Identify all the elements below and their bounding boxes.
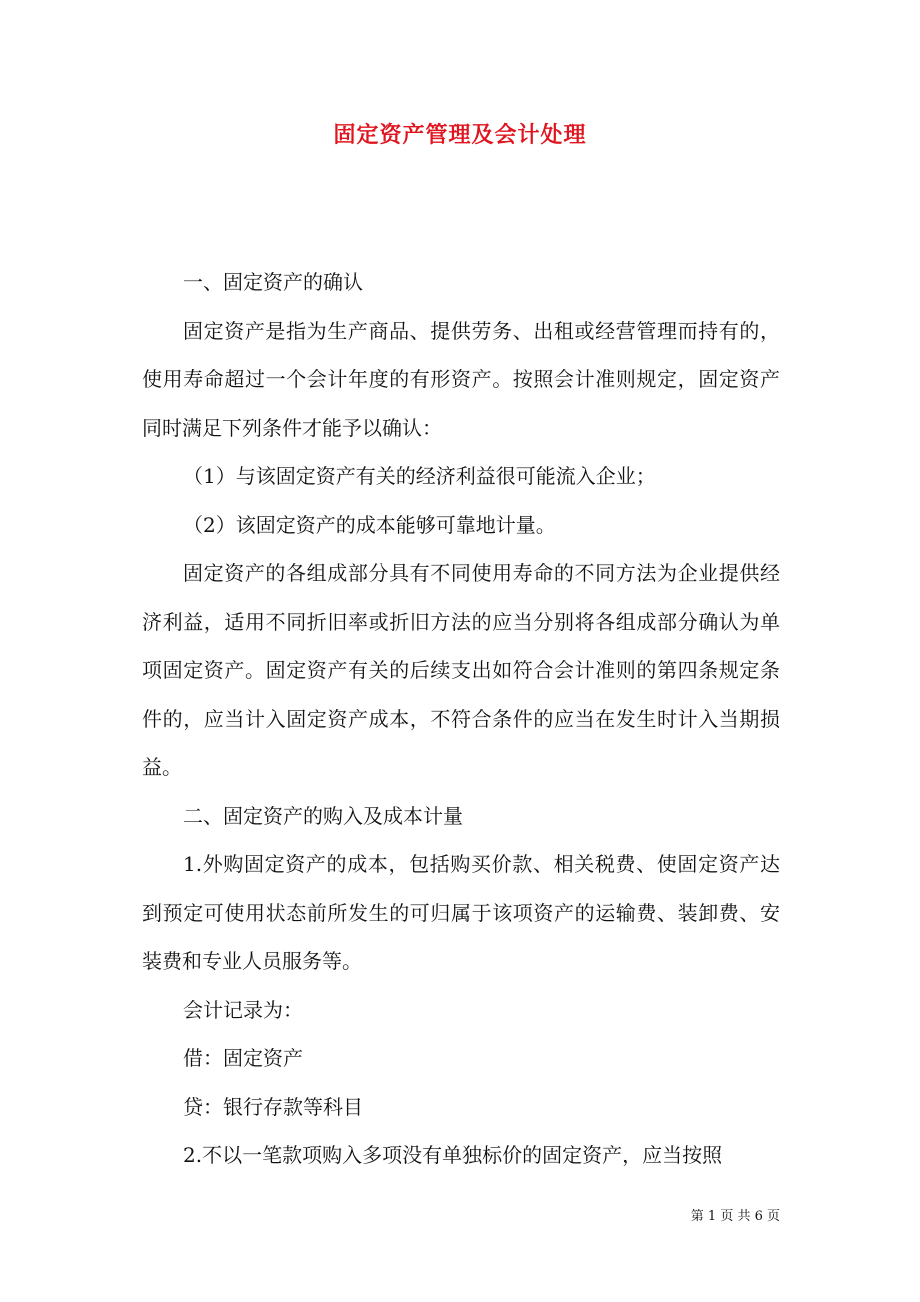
accounting-entry-debit: 借：固定资产 [183,1046,303,1070]
accounting-entry-credit: 贷：银行存款等科目 [183,1094,363,1119]
section-heading-1: 一、固定资产的确认 [183,270,363,294]
paragraph-definition: 固定资产是指为生产商品、提供劳务、出租或经营管理而持有的，使用寿命超过一个会计年度的有形资产。按照会计准则规定，固定资产同时满足下列条件才能予以确认： [142,318,780,440]
paragraph-purchase-cost: 1.外购固定资产的成本，包括购买价款、相关税费、使固定资产达到预定可使用状态前所发生的可归属于该项资产的运输费、装卸费、安装费和专业人员服务等。 [142,852,780,973]
condition-item-1: （1）与该固定资产有关的经济利益很可能流入企业； [183,464,656,488]
document-body [142,258,780,1180]
document-title: 固定资产管理及会计处理 [333,122,587,148]
paragraph-bundled-purchase: 2.不以一笔款项购入多项没有单独标价的固定资产，应当按照 [183,1143,723,1167]
section-heading-2: 二、固定资产的购入及成本计量 [183,803,463,828]
accounting-entry-label: 会计记录为： [183,997,303,1022]
paragraph-components: 固定资产的各组成部分具有不同使用寿命的不同方法为企业提供经济利益，适用不同折旧率或折旧方法的应当分别将各组成部分确认为单项固定资产。固定资产有关的后续支出如符合会计准则的第四条规定条件的，应当计入固定资产成本，不符合条件的应当在发生时计入当期损益。 [142,561,780,779]
condition-item-2: （2）该固定资产的成本能够可靠地计量。 [183,512,556,537]
page-number-footer: 第 1 页 共 6 页 [690,1209,780,1224]
